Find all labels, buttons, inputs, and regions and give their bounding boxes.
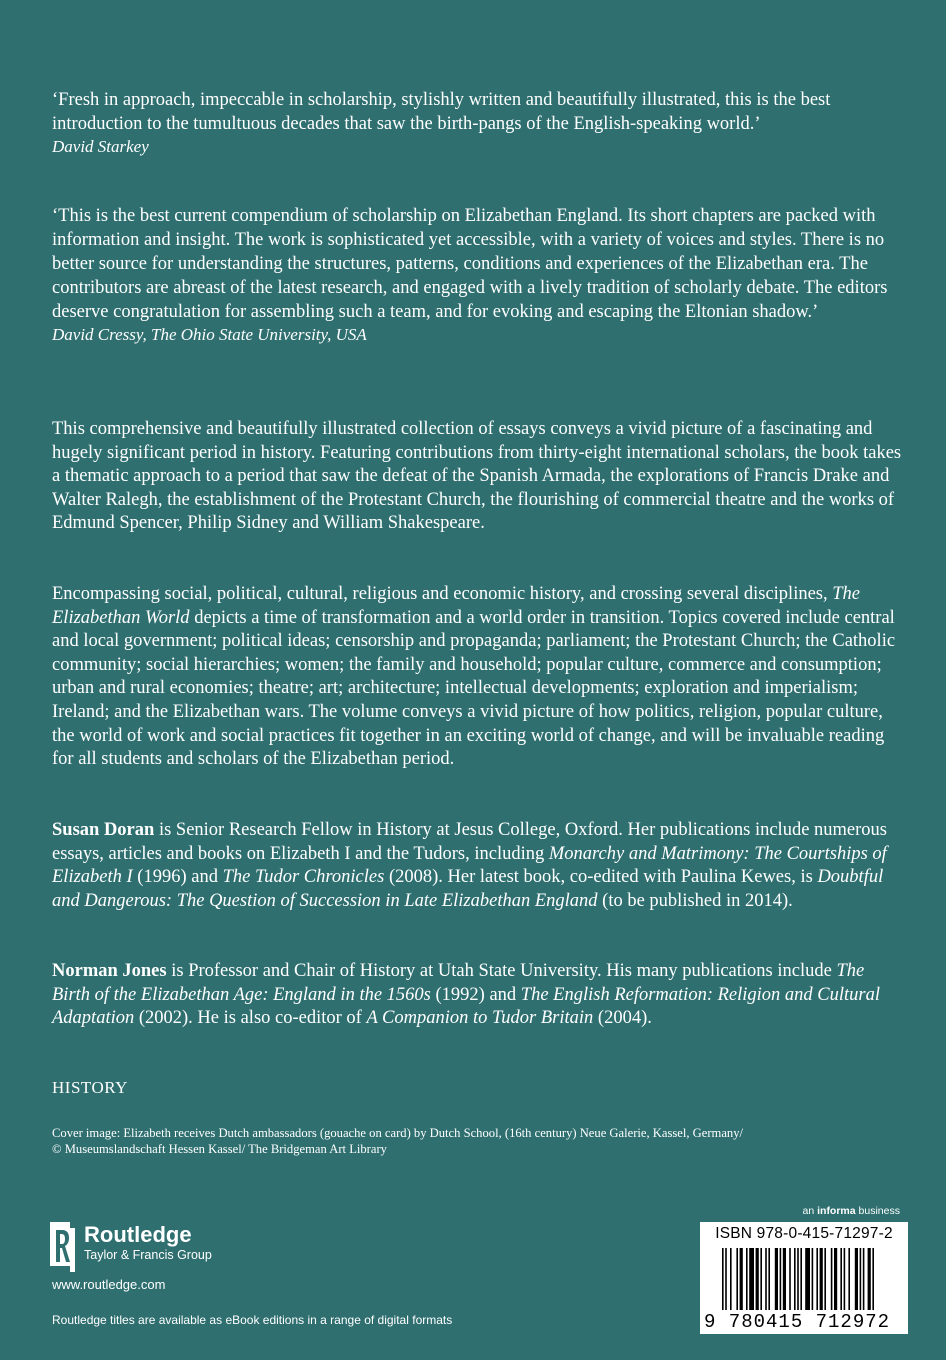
barcode-bar: [765, 1248, 767, 1310]
barcode-bar: [816, 1248, 818, 1310]
barcode-bar: [805, 1248, 810, 1310]
description-paragraph-1: [52, 418, 902, 536]
barcode-bar: [812, 1248, 814, 1310]
barcode-bar: [725, 1248, 727, 1310]
cover-credit-line-2: © Museumslandschaft Hessen Kassel/ The Bridgeman Art Library: [52, 1142, 387, 1156]
barcode-bar: [789, 1248, 791, 1310]
informa-suffix: business: [858, 1205, 900, 1217]
bio-jones-book-2: The English Reformation: Religion and Cultural Adaptation: [52, 984, 880, 1029]
description-text-2-rest: depicts a time of transformation and a world order in transition. Topics covered include central and local government; political ideas; censorship and propaganda; parliament; the Protestant Church; the Catholic community; social hierarchies; women; the family and household; popular culture, commerce and consumption; urban and rural economies; theatre; art; architecture; intellectual developments; exploration and imperialism; Ireland; and the Elizabethan wars. The volume conveys a vivid picture of how politics, religion, popular culture, the world of work and social practices fit together in an exciting world of change, and will be invaluable reading for all students and scholars of the Elizabethan period.: [52, 607, 896, 770]
quote-1: [52, 88, 902, 158]
publisher-url: www.routledge.com: [52, 1277, 166, 1292]
barcode-bar: [860, 1248, 862, 1310]
barcode-bar: [794, 1248, 796, 1310]
barcode-bar: [855, 1248, 858, 1310]
barcode-bar: [831, 1248, 833, 1310]
bio-doran-book-1: Monarchy and Matrimony: The Courtships of Elizabeth I: [52, 843, 887, 888]
quote-1-text: ‘Fresh in approach, impeccable in scholarship, stylishly written and beautifully illustrated, this is the best introduction to the tumultuous decades that saw the birth-pangs of the English-speaking world.’: [52, 90, 831, 134]
barcode-bar: [740, 1248, 743, 1310]
barcode-digits: 9 780415 712972: [704, 1311, 891, 1333]
bio-jones-book-1: The Birth of the Elizabethan Age: England in the 1560s: [52, 961, 865, 1005]
bio-jones-part-3: (2002). He is also co-editor of: [138, 1008, 362, 1029]
barcode-bar: [840, 1248, 842, 1310]
barcode-bar: [775, 1248, 778, 1310]
description-text-1: This comprehensive and beautifully illustrated collection of essays conveys a vivid picture of a fascinating and hugely significant period in history. Featuring contributions from thirty-eight international scholars, the book takes a thematic approach to a period that saw the defeat of the Spanish Armada, the explorations of Francis Drake and Walter Ralegh, the establishment of the Protestant Church, the flourishing of commercial theatre and the works of Edmund Spencer, Philip Sidney and William Shakespeare.: [52, 419, 902, 534]
ebook-note: Routledge titles are available as eBook editions in a range of digital formats: [52, 1313, 453, 1327]
barcode: [700, 1222, 908, 1334]
barcode-bar: [730, 1248, 732, 1310]
barcode-bar: [824, 1248, 826, 1310]
author-name-jones: Norman Jones: [52, 961, 167, 981]
isbn-label: ISBN 978-0-415-71297-2: [715, 1225, 893, 1242]
informa-brand: informa: [817, 1205, 856, 1217]
bio-jones-text: [52, 960, 902, 1031]
barcode-bar: [844, 1248, 846, 1310]
barcode-bar: [756, 1248, 759, 1310]
publisher-logo: [50, 1222, 212, 1272]
routledge-logo-icon: [50, 1222, 76, 1272]
barcode-bar: [820, 1248, 823, 1310]
barcode-bar: [797, 1248, 799, 1310]
bio-susan-doran: [52, 819, 902, 913]
barcode-bar: [800, 1248, 802, 1310]
cover-credit: [52, 1125, 912, 1157]
bio-doran-book-2: The Tudor Chronicles: [222, 867, 385, 888]
bio-doran-text: [52, 819, 902, 913]
bio-jones-book-3: A Companion to Tudor Britain: [366, 1008, 594, 1029]
barcode-bars: [708, 1248, 900, 1310]
informa-prefix: an: [802, 1205, 815, 1217]
barcode-bar: [872, 1248, 874, 1310]
bio-jones-part-2: (1992) and: [435, 984, 517, 1005]
publisher-name: Routledge: [84, 1222, 192, 1247]
barcode-bar: [760, 1248, 762, 1310]
barcode-bar: [736, 1248, 738, 1310]
quote-2: [52, 204, 902, 346]
description-text-2-lead: Encompassing social, political, cultural, religious and economic history, and crossing several disciplines,: [52, 584, 828, 604]
bio-norman-jones: [52, 960, 902, 1031]
bio-doran-part-3: (2008). Her latest book, co-edited with Paulina Kewes, is: [388, 867, 813, 888]
bio-doran-book-3: Doubtful and Dangerous: The Question of Succession in Late Elizabethan England: [52, 867, 884, 911]
bio-jones-part-1: is Professor and Chair of History at Utah State University. His many publications include: [171, 961, 832, 981]
bio-doran-part-4: (to be published in 2014).: [602, 890, 793, 911]
book-title: The Elizabethan World: [52, 584, 860, 628]
barcode-bar: [783, 1248, 786, 1310]
author-name-doran: Susan Doran: [52, 820, 155, 840]
barcode-bar: [746, 1248, 748, 1310]
quote-2-text: ‘This is the best current compendium of scholarship on Elizabethan England. Its short chapters are packed with information and insight. The work is sophisticated yet accessible, with a variety of voices and styles. There is no better source for understanding the structures, patterns, conditions and experiences of the Elizabethan era. The contributors are abreast of the latest research, and engaged with a lively tradition of scholarly debate. The editors deserve congratulation for assembling such a team, and for evoking and escaping the Eltonian shadow.’: [52, 206, 888, 322]
barcode-bar: [834, 1248, 837, 1310]
barcode-bar: [768, 1248, 770, 1310]
barcode-bar: [863, 1248, 865, 1310]
barcode-bar: [749, 1248, 754, 1310]
description-text-2: [52, 583, 902, 772]
quote-2-attribution: David Cressy, The Ohio State University, USA: [52, 325, 367, 344]
barcode-bar: [868, 1248, 871, 1310]
barcode-bar: [780, 1248, 782, 1310]
bio-doran-part-1: is Senior Research Fellow in History at Jesus College, Oxford. Her publications include numerous essays, articles and books on Elizabeth I and the Tudors, including: [52, 820, 887, 864]
barcode-bar: [722, 1248, 724, 1310]
cover-credit-line-1: Cover image: Elizabeth receives Dutch ambassadors (gouache on card) by Dutch School, (16th century) Neue Galerie, Kassel, Germany/: [52, 1126, 744, 1140]
description-paragraph-2: [52, 583, 902, 772]
bio-jones-part-4: (2004).: [597, 1008, 652, 1029]
publisher-group: Taylor & Francis Group: [84, 1248, 212, 1262]
bio-doran-part-2: (1996) and: [137, 867, 218, 888]
informa-business-label: [803, 1205, 901, 1217]
quote-1-attribution: David Starkey: [52, 137, 149, 156]
barcode-bar: [848, 1248, 850, 1310]
subject-category: HISTORY: [52, 1078, 128, 1097]
